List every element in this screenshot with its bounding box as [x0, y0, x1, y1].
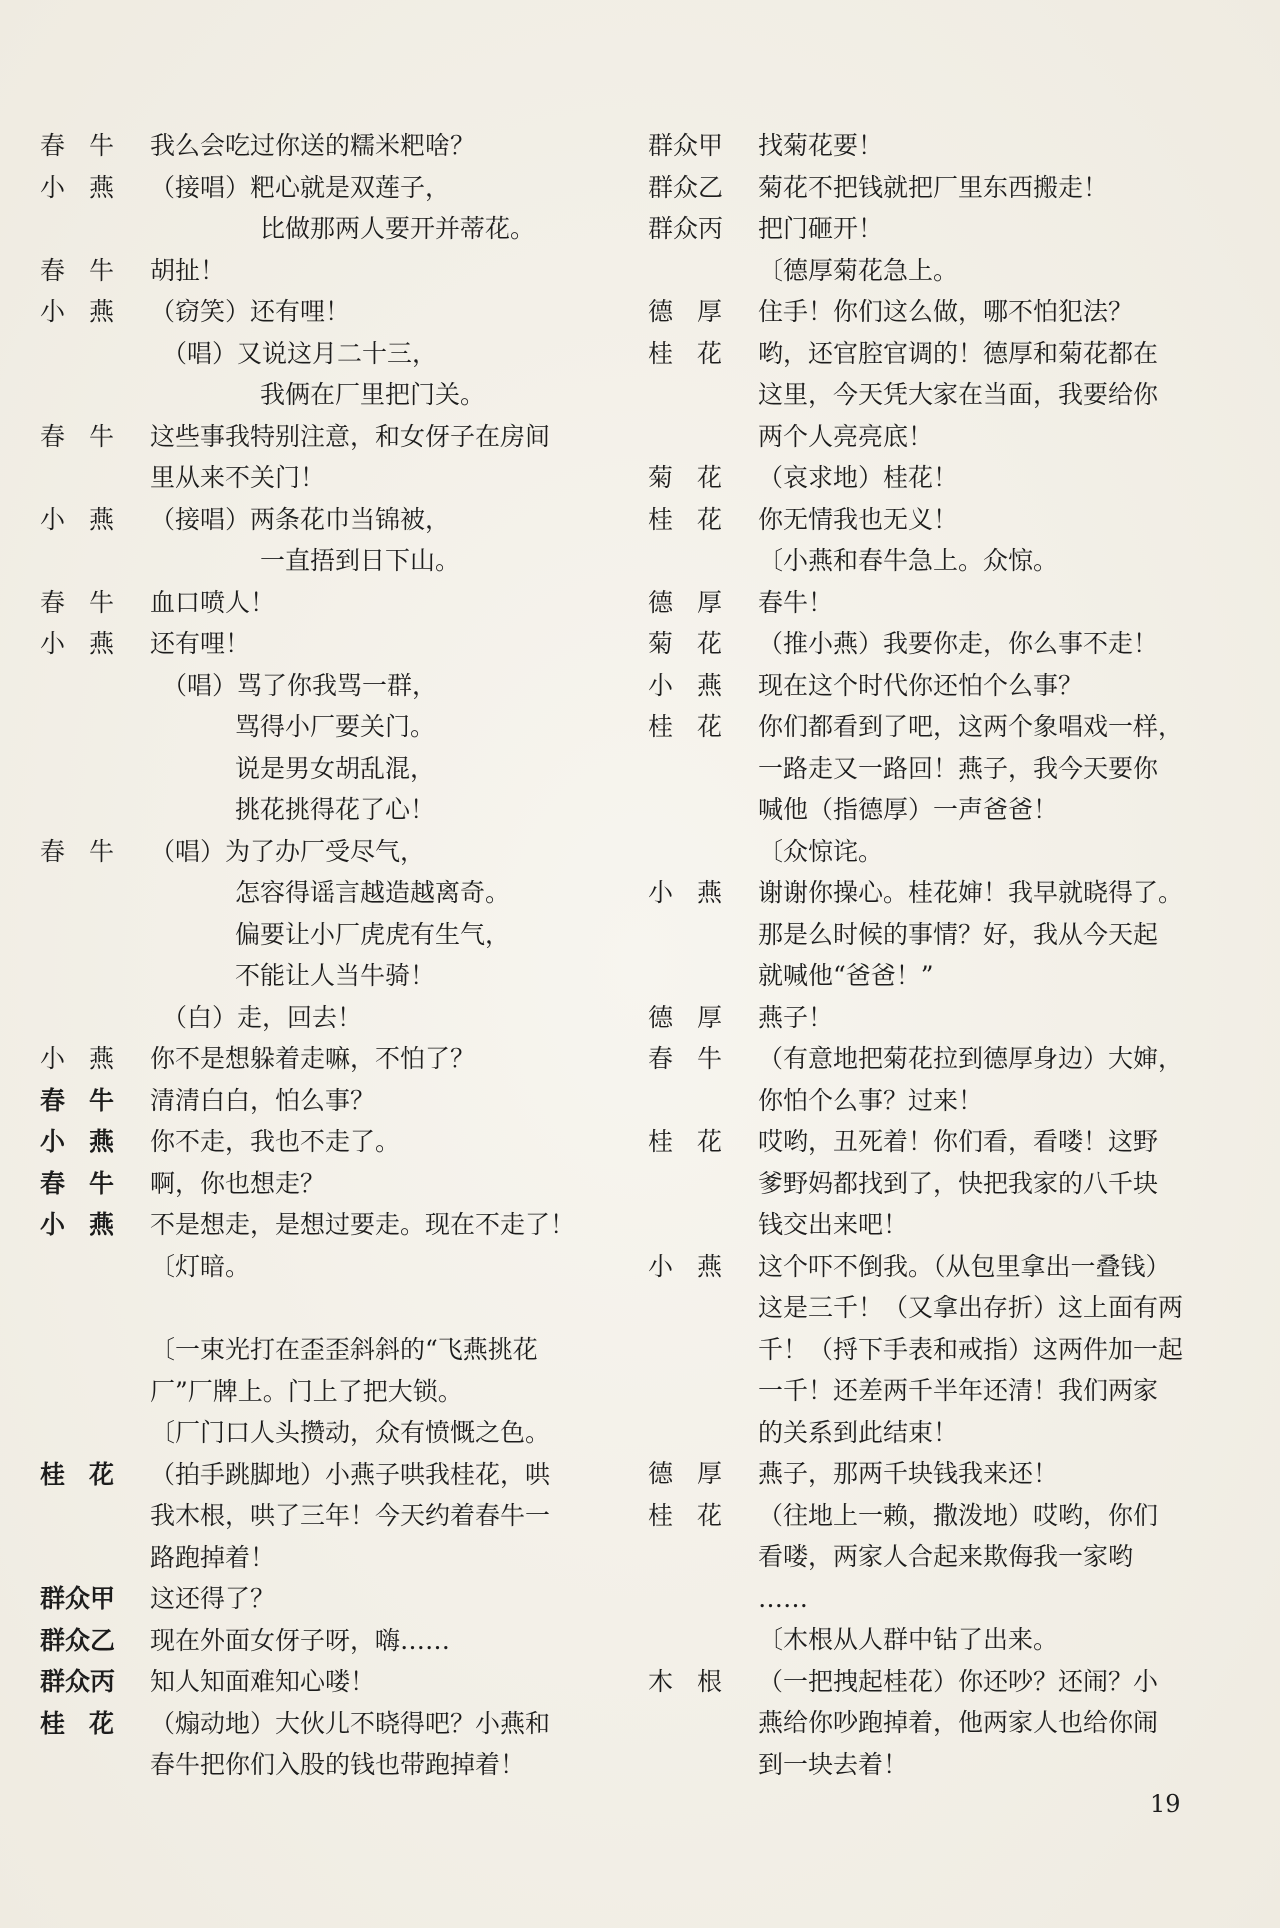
- dialogue-line: 偏要让小厂虎虎有生气，: [235, 919, 511, 949]
- dialogue-line: （哀求地）桂花！: [758, 463, 959, 492]
- speaker-name: 春牛: [40, 587, 139, 617]
- dialogue-line: 哟，还官腔官调的！德厚和菊花都在: [758, 338, 1159, 368]
- speaker-name: 菊花: [648, 463, 747, 492]
- speaker-name: 小燕: [40, 1127, 139, 1156]
- dialogue-entry: [648, 1619, 1238, 1661]
- dialogue-line: 我俩在厂里把门关。: [260, 380, 486, 409]
- speaker-name: 群众乙: [40, 1625, 116, 1655]
- dialogue-entry: [648, 291, 1238, 333]
- dialogue-lines: [758, 499, 1238, 582]
- dialogue-entry: [40, 167, 630, 250]
- speaker-name: 群众甲: [40, 1584, 116, 1613]
- dialogue-lines: [758, 1453, 1238, 1495]
- dialogue-line: 〔众惊诧。: [758, 836, 884, 866]
- dialogue-lines: [758, 1121, 1238, 1246]
- dialogue-lines: [758, 1661, 1238, 1786]
- dialogue-line: （接唱）粑心就是双莲子，: [150, 172, 451, 202]
- dialogue-line: 〔灯暗。: [150, 1251, 251, 1281]
- dialogue-line: （有意地把菊花拉到德厚身边）大婶，: [758, 1044, 1184, 1073]
- speaker-name: 木根: [648, 1666, 747, 1696]
- dialogue-line: 骂得小厂要关门。: [235, 712, 436, 741]
- speaker-name: 德厚: [648, 587, 747, 617]
- dialogue-entry: [648, 706, 1238, 872]
- dialogue-line: 现在这个时代你还怕个么事？: [758, 670, 1084, 700]
- dialogue-entry: [40, 1661, 630, 1703]
- dialogue-line: ……: [758, 1583, 808, 1613]
- dialogue-entry: [648, 623, 1238, 665]
- dialogue-line: （唱）为了办厂受尽气，: [150, 836, 426, 866]
- dialogue-lines: [150, 1703, 630, 1786]
- dialogue-lines: [758, 1619, 1238, 1661]
- speaker-name: 德厚: [648, 1002, 747, 1032]
- dialogue-entry: [648, 872, 1238, 997]
- dialogue-entry: [40, 499, 630, 582]
- dialogue-entry: [648, 1661, 1238, 1786]
- dialogue-lines: [150, 1578, 630, 1620]
- dialogue-line: 路跑掉着！: [150, 1542, 276, 1572]
- dialogue-lines: [150, 1038, 630, 1080]
- dialogue-line: 一路走又一路回！燕子，我今天要你: [758, 753, 1159, 783]
- speaker-name: 德厚: [648, 297, 747, 326]
- dialogue-line: （煽动地）大伙儿不晓得吧？小燕和: [150, 1708, 551, 1738]
- dialogue-line: 你们都看到了吧，这两个象唱戏一样，: [758, 712, 1184, 741]
- dialogue-entry: [40, 1080, 630, 1122]
- dialogue-lines: [758, 457, 1238, 499]
- dialogue-line: 说是男女胡乱混，: [235, 753, 436, 783]
- dialogue-line: 的关系到此结束！: [758, 1417, 959, 1447]
- dialogue-line: （往地上一赖，撒泼地）哎哟，你们: [758, 1500, 1159, 1530]
- dialogue-line: 一千！还差两千半年还清！我们两家: [758, 1376, 1159, 1405]
- speaker-name: 桂花: [40, 1708, 139, 1738]
- speaker-name: 小燕: [40, 297, 139, 326]
- dialogue-line: 找菊花要！: [758, 131, 884, 160]
- dialogue-line: 〔德厚菊花急上。: [758, 255, 959, 285]
- dialogue-entry: [648, 499, 1238, 582]
- dialogue-line: 哎哟，丑死着！你们看，看喽！这野: [758, 1127, 1159, 1156]
- dialogue-lines: [150, 1620, 630, 1662]
- dialogue-lines: [150, 1121, 630, 1163]
- dialogue-entry: [40, 1620, 630, 1662]
- speaker-name: 群众丙: [648, 214, 724, 243]
- dialogue-line: 看喽，两家人合起来欺侮我一家哟: [758, 1542, 1134, 1571]
- dialogue-line: 〔厂门口人头攒动，众有愤慨之色。: [150, 1418, 551, 1447]
- dialogue-line: 住手！你们这么做，哪不怕犯法？: [758, 297, 1134, 326]
- dialogue-lines: [150, 167, 630, 250]
- dialogue-entry: [648, 1495, 1238, 1620]
- dialogue-line: 就喊他“爸爸！”: [758, 961, 934, 990]
- speaker-name: 小燕: [40, 629, 139, 658]
- dialogue-entry: [40, 125, 630, 167]
- dialogue-line: 燕子，那两千块钱我来还！: [758, 1459, 1059, 1488]
- dialogue-lines: [758, 250, 1238, 292]
- dialogue-line: 这还得了？: [150, 1584, 276, 1613]
- dialogue-lines: [150, 1080, 630, 1122]
- speaker-name: 群众甲: [648, 131, 724, 160]
- dialogue-lines: [758, 623, 1238, 665]
- page-number: 19: [1150, 1790, 1181, 1818]
- speaker-name: 春牛: [40, 421, 139, 451]
- dialogue-line: 〔小燕和春牛急上。众惊。: [758, 546, 1059, 575]
- dialogue-entry: [648, 125, 1238, 167]
- dialogue-line: （推小燕）我要你走，你么事不走！: [758, 629, 1159, 658]
- dialogue-line: 还有哩！: [150, 629, 251, 658]
- speaker-name: 桂花: [648, 712, 747, 741]
- dialogue-entry: [40, 1121, 630, 1163]
- dialogue-line: 春牛！: [758, 587, 834, 617]
- dialogue-entry: [648, 665, 1238, 707]
- speaker-name: 春牛: [40, 836, 139, 866]
- speaker-name: 德厚: [648, 1459, 747, 1488]
- dialogue-lines: [758, 208, 1238, 250]
- dialogue-line: （窃笑）还有哩！: [150, 297, 351, 326]
- dialogue-line: 怎容得谣言越造越离奇。: [235, 878, 511, 907]
- dialogue-entry: [648, 582, 1238, 624]
- dialogue-lines: [150, 1204, 630, 1287]
- dialogue-line: 钱交出来吧！: [758, 1210, 909, 1239]
- dialogue-lines: [150, 1454, 630, 1579]
- dialogue-lines: [150, 250, 630, 292]
- dialogue-entry: [40, 623, 630, 831]
- speaker-name: 春牛: [40, 131, 139, 160]
- dialogue-lines: [150, 1329, 630, 1454]
- dialogue-line: 那是么时候的事情？好，我从今天起: [758, 919, 1159, 949]
- dialogue-lines: [150, 125, 630, 167]
- dialogue-entry: [40, 250, 630, 292]
- dialogue-line: 你不走，我也不走了。: [150, 1127, 401, 1156]
- dialogue-line: （白）走，回去！: [162, 1002, 363, 1032]
- dialogue-line: 现在外面女伢子呀，嗨……: [150, 1625, 451, 1655]
- dialogue-line: 这个吓不倒我。（从包里拿出一叠钱）: [758, 1251, 1171, 1281]
- dialogue-line: 血口喷人！: [150, 587, 276, 617]
- dialogue-entry: [648, 1246, 1238, 1454]
- dialogue-line: 你不是想躲着走嘛，不怕了？: [150, 1044, 476, 1073]
- blank-line: [40, 1287, 630, 1329]
- dialogue-entry: [648, 997, 1238, 1039]
- speaker-name: 春牛: [648, 1044, 747, 1073]
- dialogue-line: 比做那两人要开并蒂花。: [260, 214, 536, 243]
- dialogue-line: 千！（捋下手表和戒指）这两件加一起: [758, 1334, 1184, 1364]
- dialogue-lines: [758, 997, 1238, 1039]
- dialogue-lines: [758, 333, 1238, 458]
- dialogue-line: 把门砸开！: [758, 214, 884, 243]
- dialogue-entry: [40, 1329, 630, 1454]
- speaker-name: 菊花: [648, 629, 747, 658]
- dialogue-entry: [648, 1121, 1238, 1246]
- dialogue-entry: [40, 1454, 630, 1579]
- dialogue-line: （拍手跳脚地）小燕子哄我桂花，哄: [150, 1459, 551, 1489]
- speaker-name: 小燕: [40, 504, 139, 534]
- dialogue-line: 燕给你吵跑掉着，他两家人也给你闹: [758, 1708, 1159, 1737]
- dialogue-line: （唱）又说这月二十三，: [162, 338, 438, 368]
- dialogue-line: 我么会吃过你送的糯米粑啥？: [150, 131, 476, 160]
- dialogue-lines: [150, 831, 630, 1039]
- speaker-name: 小燕: [40, 1210, 139, 1239]
- dialogue-lines: [758, 1495, 1238, 1620]
- dialogue-line: 胡扯！: [150, 255, 226, 285]
- dialogue-lines: [150, 1661, 630, 1703]
- speaker-name: 小燕: [648, 878, 747, 907]
- dialogue-lines: [150, 582, 630, 624]
- dialogue-entry: [40, 1038, 630, 1080]
- dialogue-entry: [648, 208, 1238, 250]
- speaker-name: 桂花: [648, 1500, 747, 1530]
- dialogue-line: 厂”厂牌上。门上了把大锁。: [150, 1376, 463, 1406]
- speaker-name: 小燕: [40, 172, 139, 202]
- dialogue-entry: [40, 416, 630, 499]
- speaker-name: 桂花: [648, 1127, 747, 1156]
- dialogue-entry: [40, 1703, 630, 1786]
- dialogue-lines: [758, 872, 1238, 997]
- dialogue-line: 〔木根从人群中钻了出来。: [758, 1625, 1059, 1654]
- dialogue-line: （唱）骂了你我骂一群，: [162, 670, 438, 700]
- dialogue-line: 挑花挑得花了心！: [235, 795, 436, 824]
- speaker-name: 小燕: [648, 1251, 747, 1281]
- dialogue-line: 知人知面难知心喽！: [150, 1667, 376, 1696]
- left-column: [40, 125, 630, 1786]
- dialogue-entry: [648, 167, 1238, 209]
- right-column: [648, 125, 1238, 1785]
- dialogue-line: （一把拽起桂花）你还吵？还闹？小: [758, 1666, 1159, 1696]
- dialogue-line: （接唱）两条花巾当锦被，: [150, 504, 451, 534]
- dialogue-line: 这是三千！（又拿出存折）这上面有两: [758, 1293, 1184, 1322]
- dialogue-line: 〔一束光打在歪歪斜斜的“飞燕挑花: [150, 1335, 538, 1364]
- dialogue-line: 不能让人当牛骑！: [235, 961, 436, 990]
- dialogue-lines: [150, 623, 630, 831]
- dialogue-lines: [150, 416, 630, 499]
- dialogue-entry: [40, 831, 630, 1039]
- dialogue-lines: [758, 706, 1238, 872]
- dialogue-line: 爹野妈都找到了，快把我家的八千块: [758, 1168, 1159, 1198]
- dialogue-line: 啊，你也想走？: [150, 1168, 326, 1198]
- speaker-name: 桂花: [648, 504, 747, 534]
- dialogue-line: 里从来不关门！: [150, 463, 326, 492]
- dialogue-lines: [758, 1038, 1238, 1121]
- dialogue-lines: [758, 665, 1238, 707]
- speaker-name: 桂花: [648, 338, 747, 368]
- dialogue-lines: [758, 125, 1238, 167]
- dialogue-line: 你无情我也无义！: [758, 504, 959, 534]
- speaker-name: 小燕: [648, 670, 747, 700]
- dialogue-entry: [648, 457, 1238, 499]
- dialogue-line: 喊他（指德厚）一声爸爸！: [758, 795, 1059, 824]
- dialogue-lines: [150, 499, 630, 582]
- dialogue-lines: [150, 1163, 630, 1205]
- speaker-name: 桂花: [40, 1459, 139, 1489]
- dialogue-line: 谢谢你操心。桂花婶！我早就晓得了。: [758, 878, 1184, 907]
- speaker-name: 群众乙: [648, 172, 724, 202]
- dialogue-lines: [758, 1246, 1238, 1454]
- dialogue-line: 清清白白，怕么事？: [150, 1085, 376, 1115]
- dialogue-lines: [150, 291, 630, 416]
- dialogue-line: 两个人亮亮底！: [758, 421, 934, 451]
- dialogue-entry: [40, 1578, 630, 1620]
- dialogue-line: 这里，今天凭大家在当面，我要给你: [758, 380, 1159, 409]
- dialogue-line: 不是想走，是想过要走。现在不走了！: [150, 1210, 576, 1239]
- dialogue-entry: [40, 582, 630, 624]
- speaker-name: 春牛: [40, 1168, 139, 1198]
- dialogue-line: 一直捂到日下山。: [260, 546, 461, 575]
- speaker-name: 春牛: [40, 1085, 139, 1115]
- dialogue-entry: [40, 291, 630, 416]
- dialogue-line: 你怕个么事？过来！: [758, 1085, 984, 1115]
- dialogue-line: 我木根，哄了三年！今天约着春牛一: [150, 1501, 551, 1530]
- dialogue-entry: [648, 1038, 1238, 1121]
- dialogue-entry: [648, 1453, 1238, 1495]
- dialogue-entry: [40, 1163, 630, 1205]
- dialogue-line: 春牛把你们入股的钱也带跑掉着！: [150, 1750, 526, 1779]
- dialogue-line: 菊花不把钱就把厂里东西搬走！: [758, 172, 1109, 202]
- dialogue-entry: [648, 250, 1238, 292]
- dialogue-line: 这些事我特别注意，和女伢子在房间: [150, 421, 551, 451]
- dialogue-line: 燕子！: [758, 1002, 834, 1032]
- speaker-name: 春牛: [40, 255, 139, 285]
- dialogue-line: 到一块去着！: [758, 1749, 909, 1779]
- dialogue-entry: [40, 1204, 630, 1287]
- dialogue-lines: [758, 582, 1238, 624]
- speaker-name: 群众丙: [40, 1667, 116, 1696]
- dialogue-lines: [758, 291, 1238, 333]
- dialogue-lines: [758, 167, 1238, 209]
- dialogue-entry: [648, 333, 1238, 458]
- speaker-name: 小燕: [40, 1044, 139, 1073]
